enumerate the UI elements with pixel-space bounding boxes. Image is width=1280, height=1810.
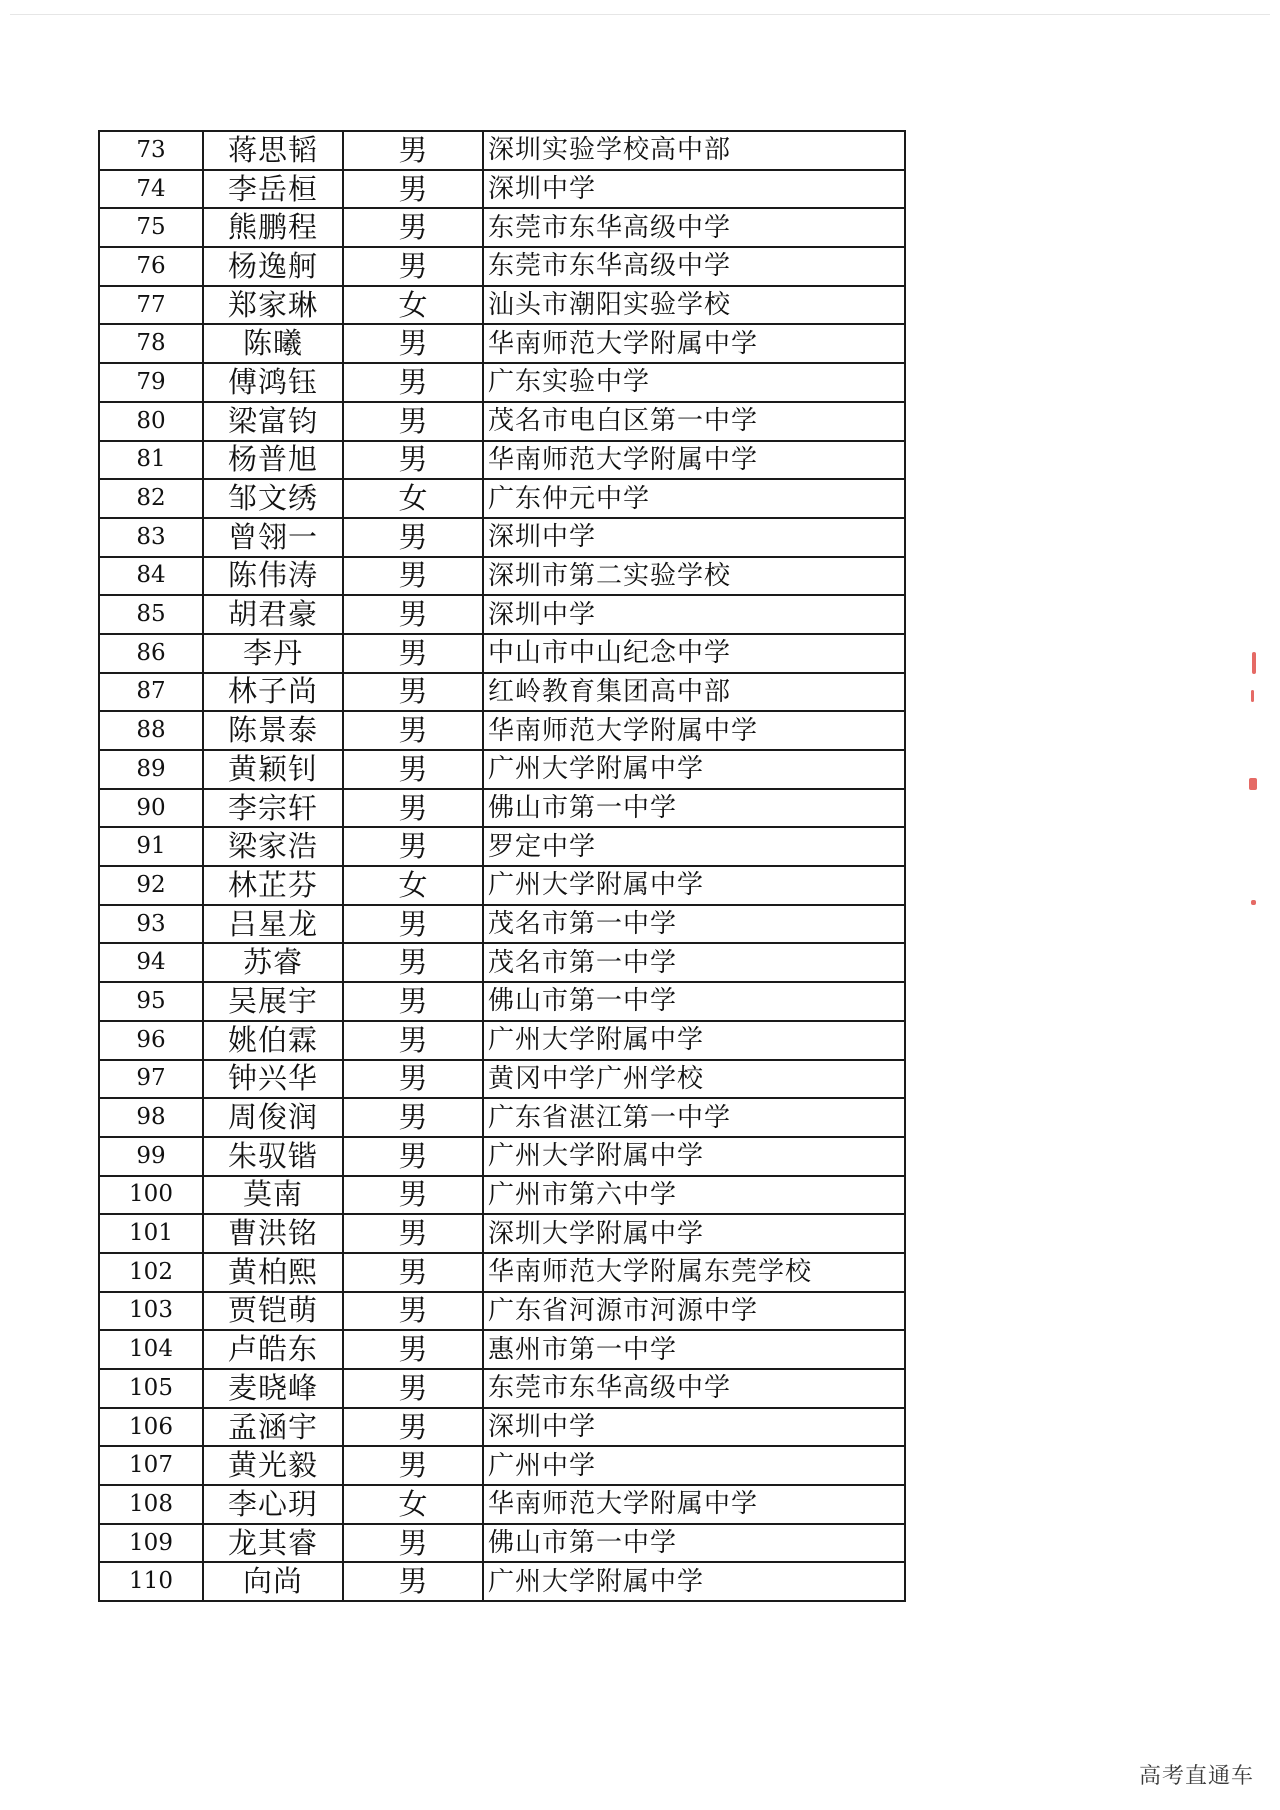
school: 东莞市东华高级中学: [483, 1369, 905, 1408]
student-name: 孟涵宇: [203, 1408, 343, 1447]
school: 佛山市第一中学: [483, 982, 905, 1021]
student-name: 莫南: [203, 1176, 343, 1215]
school: 深圳中学: [483, 518, 905, 557]
table-row: [99, 711, 905, 750]
student-name: 杨逸舸: [203, 247, 343, 286]
student-name: 梁家浩: [203, 827, 343, 866]
red-stamp-fragment: [1252, 652, 1256, 674]
school: 华南师范大学附属中学: [483, 1485, 905, 1524]
school: 汕头市潮阳实验学校: [483, 286, 905, 325]
school: 茂名市第一中学: [483, 943, 905, 982]
gender: 男: [343, 1098, 483, 1137]
school: 黄冈中学广州学校: [483, 1060, 905, 1099]
student-name: 李岳桓: [203, 170, 343, 209]
gender: 男: [343, 943, 483, 982]
row-number: 77: [99, 286, 203, 325]
table-row: [99, 363, 905, 402]
gender: 男: [343, 1060, 483, 1099]
gender: 男: [343, 905, 483, 944]
table-row: [99, 518, 905, 557]
table-row: [99, 402, 905, 441]
table-row: [99, 866, 905, 905]
student-name: 熊鹏程: [203, 208, 343, 247]
table-row: [99, 1408, 905, 1447]
row-number: 82: [99, 479, 203, 518]
school: 红岭教育集团高中部: [483, 673, 905, 712]
red-stamp-fragment: [1249, 778, 1257, 790]
school: 罗定中学: [483, 827, 905, 866]
school: 华南师范大学附属中学: [483, 441, 905, 480]
gender: 男: [343, 1330, 483, 1369]
gender: 男: [343, 208, 483, 247]
school: 广州市第六中学: [483, 1176, 905, 1215]
gender: 男: [343, 1292, 483, 1331]
gender: 男: [343, 1408, 483, 1447]
row-number: 76: [99, 247, 203, 286]
student-name: 陈伟涛: [203, 557, 343, 596]
student-name: 胡君豪: [203, 595, 343, 634]
row-number: 79: [99, 363, 203, 402]
row-number: 91: [99, 827, 203, 866]
student-name: 李丹: [203, 634, 343, 673]
student-name: 吕星龙: [203, 905, 343, 944]
school: 深圳中学: [483, 595, 905, 634]
gender: 男: [343, 1253, 483, 1292]
row-number: 109: [99, 1524, 203, 1563]
table-row: [99, 170, 905, 209]
gender: 男: [343, 402, 483, 441]
row-number: 110: [99, 1562, 203, 1601]
table-row: [99, 208, 905, 247]
school: 佛山市第一中学: [483, 789, 905, 828]
gender: 男: [343, 1446, 483, 1485]
row-number: 74: [99, 170, 203, 209]
row-number: 108: [99, 1485, 203, 1524]
table-row: [99, 1137, 905, 1176]
student-name: 朱驭锴: [203, 1137, 343, 1176]
gender: 男: [343, 518, 483, 557]
student-name: 黄光毅: [203, 1446, 343, 1485]
table-row: [99, 1292, 905, 1331]
gender: 男: [343, 711, 483, 750]
student-name: 邹文绣: [203, 479, 343, 518]
school: 深圳中学: [483, 1408, 905, 1447]
student-name: 黄颖钊: [203, 750, 343, 789]
table-row: [99, 1369, 905, 1408]
school: 茂名市电白区第一中学: [483, 402, 905, 441]
table-row: [99, 557, 905, 596]
school: 深圳中学: [483, 170, 905, 209]
row-number: 101: [99, 1214, 203, 1253]
student-name: 钟兴华: [203, 1060, 343, 1099]
school: 惠州市第一中学: [483, 1330, 905, 1369]
table-row: [99, 324, 905, 363]
table-row: [99, 1524, 905, 1563]
gender: 男: [343, 441, 483, 480]
row-number: 88: [99, 711, 203, 750]
gender: 女: [343, 1485, 483, 1524]
student-name: 姚伯霖: [203, 1021, 343, 1060]
table-row: [99, 750, 905, 789]
gender: 男: [343, 1562, 483, 1601]
row-number: 99: [99, 1137, 203, 1176]
student-name: 梁富钧: [203, 402, 343, 441]
gender: 男: [343, 827, 483, 866]
student-name: 曾翎一: [203, 518, 343, 557]
student-name: 麦晓峰: [203, 1369, 343, 1408]
gender: 女: [343, 286, 483, 325]
student-name: 贾铠萌: [203, 1292, 343, 1331]
table-row: [99, 441, 905, 480]
row-number: 96: [99, 1021, 203, 1060]
school: 深圳实验学校高中部: [483, 131, 905, 170]
student-name: 向尚: [203, 1562, 343, 1601]
school: 东莞市东华高级中学: [483, 208, 905, 247]
school: 深圳市第二实验学校: [483, 557, 905, 596]
student-name: 林芷芬: [203, 866, 343, 905]
row-number: 78: [99, 324, 203, 363]
row-number: 85: [99, 595, 203, 634]
row-number: 86: [99, 634, 203, 673]
gender: 男: [343, 982, 483, 1021]
table-row: [99, 634, 905, 673]
student-name: 周俊润: [203, 1098, 343, 1137]
student-name: 卢皓东: [203, 1330, 343, 1369]
row-number: 104: [99, 1330, 203, 1369]
student-name: 傅鸿钰: [203, 363, 343, 402]
school: 广州大学附属中学: [483, 1021, 905, 1060]
school: 华南师范大学附属中学: [483, 324, 905, 363]
row-number: 100: [99, 1176, 203, 1215]
table-row: [99, 1021, 905, 1060]
table-row: [99, 1446, 905, 1485]
school: 东莞市东华高级中学: [483, 247, 905, 286]
table-row: [99, 1253, 905, 1292]
row-number: 94: [99, 943, 203, 982]
row-number: 93: [99, 905, 203, 944]
school: 广东实验中学: [483, 363, 905, 402]
gender: 男: [343, 1176, 483, 1215]
table-row: [99, 827, 905, 866]
student-name: 陈曦: [203, 324, 343, 363]
gender: 男: [343, 131, 483, 170]
table-row: [99, 286, 905, 325]
row-number: 90: [99, 789, 203, 828]
student-name: 蒋思韬: [203, 131, 343, 170]
school: 茂名市第一中学: [483, 905, 905, 944]
student-name: 杨普旭: [203, 441, 343, 480]
row-number: 80: [99, 402, 203, 441]
gender: 男: [343, 170, 483, 209]
row-number: 92: [99, 866, 203, 905]
row-number: 84: [99, 557, 203, 596]
gender: 男: [343, 1137, 483, 1176]
row-number: 98: [99, 1098, 203, 1137]
table-row: [99, 1330, 905, 1369]
row-number: 97: [99, 1060, 203, 1099]
student-name: 龙其睿: [203, 1524, 343, 1563]
table-row: [99, 247, 905, 286]
school: 广州大学附属中学: [483, 1137, 905, 1176]
gender: 男: [343, 247, 483, 286]
student-name: 曹洪铭: [203, 1214, 343, 1253]
table-row: [99, 1060, 905, 1099]
table-row: [99, 673, 905, 712]
gender: 男: [343, 595, 483, 634]
gender: 女: [343, 479, 483, 518]
school: 广东省河源市河源中学: [483, 1292, 905, 1331]
gender: 男: [343, 1524, 483, 1563]
row-number: 81: [99, 441, 203, 480]
row-number: 102: [99, 1253, 203, 1292]
school: 广州大学附属中学: [483, 1562, 905, 1601]
gender: 男: [343, 1021, 483, 1060]
gender: 女: [343, 866, 483, 905]
red-stamp-fragment: [1251, 900, 1256, 905]
table-row: [99, 1098, 905, 1137]
table-row: [99, 1562, 905, 1601]
gender: 男: [343, 363, 483, 402]
row-number: 107: [99, 1446, 203, 1485]
student-name: 林子尚: [203, 673, 343, 712]
gender: 男: [343, 1214, 483, 1253]
row-number: 89: [99, 750, 203, 789]
watermark: 高考直通车: [1138, 1764, 1254, 1789]
school: 广州中学: [483, 1446, 905, 1485]
school: 深圳大学附属中学: [483, 1214, 905, 1253]
school: 佛山市第一中学: [483, 1524, 905, 1563]
table-row: [99, 1485, 905, 1524]
gender: 男: [343, 557, 483, 596]
school: 中山市中山纪念中学: [483, 634, 905, 673]
table-row: [99, 1176, 905, 1215]
student-name: 郑家琳: [203, 286, 343, 325]
table-row: [99, 943, 905, 982]
table-row: [99, 1214, 905, 1253]
row-number: 105: [99, 1369, 203, 1408]
roster-body: [99, 131, 905, 1601]
page-top-edge: [10, 14, 1270, 15]
roster-table: [98, 130, 906, 1602]
row-number: 95: [99, 982, 203, 1021]
gender: 男: [343, 1369, 483, 1408]
student-name: 陈景泰: [203, 711, 343, 750]
row-number: 75: [99, 208, 203, 247]
student-name: 李心玥: [203, 1485, 343, 1524]
gender: 男: [343, 750, 483, 789]
school: 广东仲元中学: [483, 479, 905, 518]
school: 广东省湛江第一中学: [483, 1098, 905, 1137]
school: 华南师范大学附属东莞学校: [483, 1253, 905, 1292]
table-row: [99, 595, 905, 634]
table-row: [99, 905, 905, 944]
red-stamp-fragment: [1251, 690, 1254, 702]
table-row: [99, 789, 905, 828]
student-name: 李宗轩: [203, 789, 343, 828]
gender: 男: [343, 789, 483, 828]
row-number: 103: [99, 1292, 203, 1331]
table-row: [99, 131, 905, 170]
gender: 男: [343, 673, 483, 712]
table-row: [99, 479, 905, 518]
table-row: [99, 982, 905, 1021]
row-number: 73: [99, 131, 203, 170]
gender: 男: [343, 324, 483, 363]
student-name: 苏睿: [203, 943, 343, 982]
student-name: 吴展宇: [203, 982, 343, 1021]
school: 广州大学附属中学: [483, 866, 905, 905]
school: 广州大学附属中学: [483, 750, 905, 789]
row-number: 83: [99, 518, 203, 557]
school: 华南师范大学附属中学: [483, 711, 905, 750]
student-name: 黄柏熙: [203, 1253, 343, 1292]
gender: 男: [343, 634, 483, 673]
row-number: 106: [99, 1408, 203, 1447]
row-number: 87: [99, 673, 203, 712]
